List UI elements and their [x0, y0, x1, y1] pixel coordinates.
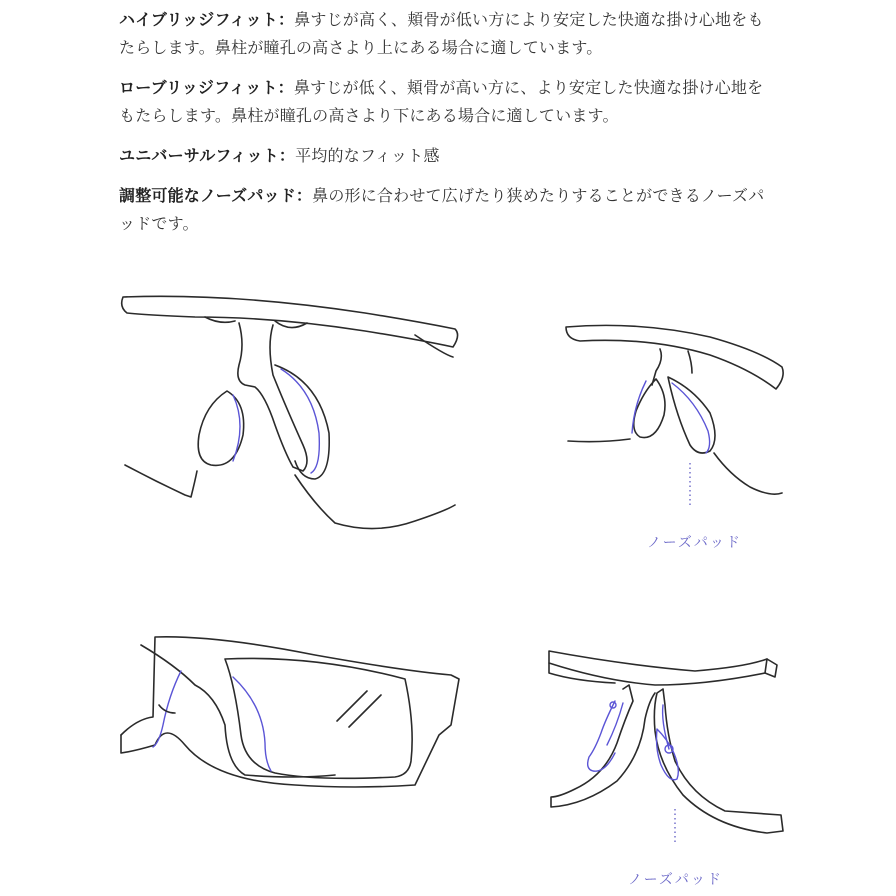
high-bridge-fit-paragraph — [119, 6, 779, 62]
low-bridge-fit-text: 鼻すじが低く、頬骨が高い方に、より安定した快適な掛け心地をもたらします。鼻柱が瞳孔の高さより下にある場合に適しています。 — [119, 78, 764, 125]
fit-description-list — [119, 6, 779, 250]
nose-pad-callout-bottom: ノーズパッド — [628, 872, 723, 888]
universal-fit-text: 平均的なフィット感 — [295, 146, 440, 165]
high-bridge-fit-illustration — [115, 285, 475, 545]
adjustable-nose-pad-term: 調整可能なノーズパッド： — [119, 186, 313, 205]
adjustable-nose-pad-paragraph — [119, 182, 779, 238]
low-bridge-fit-term: ローブリッジフィット： — [119, 78, 294, 97]
adjustable-nose-pad-text: 鼻の形に合わせて広げたり狭めたりすることができるノーズパッドです。 — [119, 186, 765, 233]
low-bridge-fit-illustration — [560, 315, 790, 505]
high-bridge-fit-text: 鼻すじが高く、頬骨が低い方により安定した快適な掛け心地をもたらします。鼻柱が瞳孔の高さより上にある場合に適しています。 — [119, 10, 764, 57]
universal-fit-term: ユニバーサルフィット： — [119, 146, 296, 165]
nose-pad-callout-top: ノーズパッド — [647, 535, 742, 551]
universal-fit-illustration — [115, 625, 465, 800]
high-bridge-fit-term: ハイブリッジフィット： — [119, 10, 295, 29]
universal-fit-paragraph — [119, 142, 779, 170]
low-bridge-fit-paragraph — [119, 74, 779, 130]
adjustable-nose-pad-illustration — [545, 645, 790, 845]
